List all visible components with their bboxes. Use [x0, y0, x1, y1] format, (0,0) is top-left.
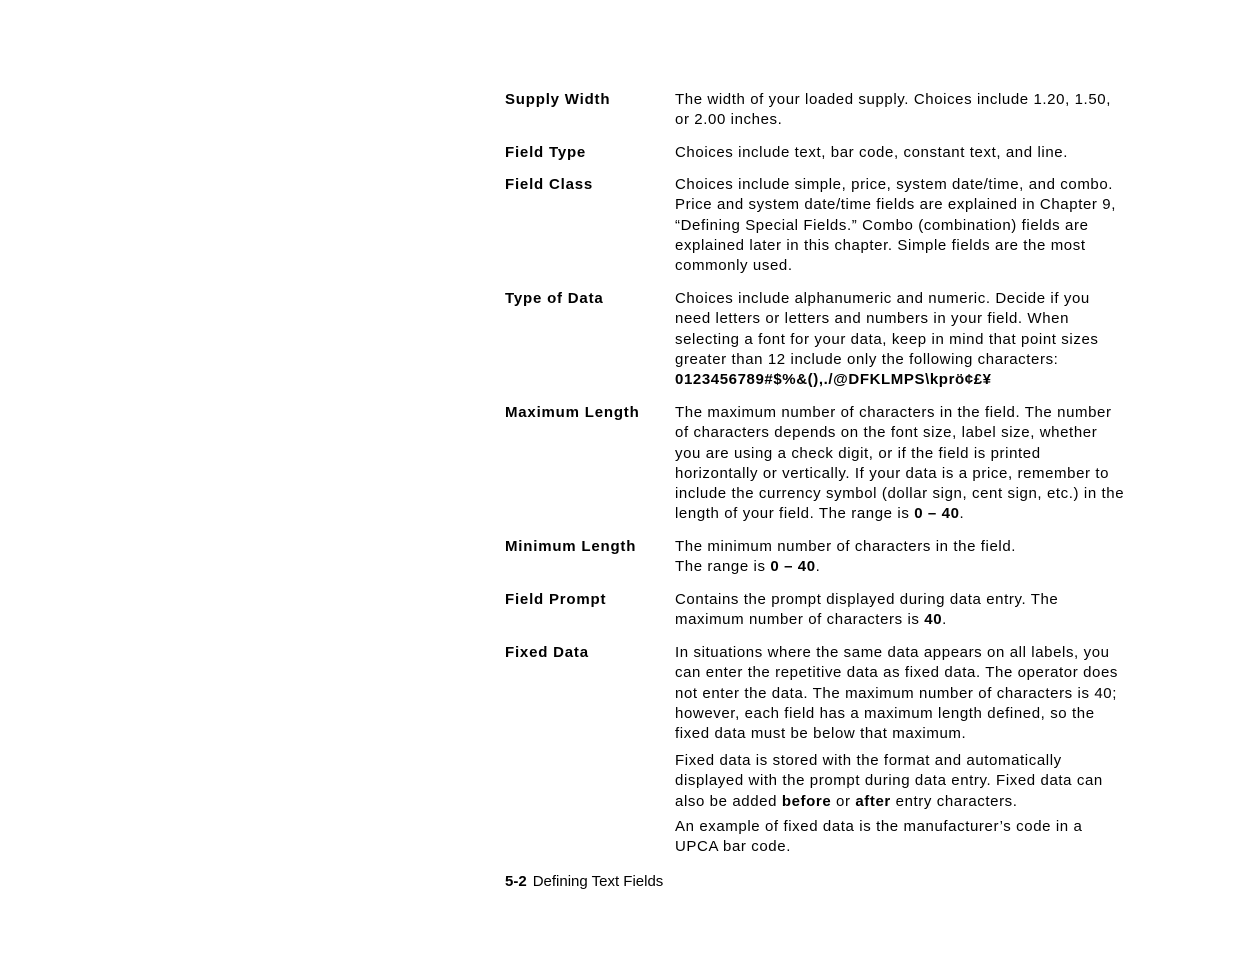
term-minimum-length: Minimum Length — [505, 538, 637, 555]
desc-fixed-data-para2 — [675, 751, 1185, 812]
desc-line: The maximum number of characters in the field. The number — [675, 404, 1112, 421]
desc-fixed-data-para3 — [675, 817, 1185, 858]
desc-minimum-length — [675, 537, 1185, 578]
period: . — [959, 505, 965, 523]
desc-text: maximum number of characters is — [675, 611, 925, 629]
desc-line: Choices include simple, price, system date/time, and combo. — [675, 176, 1114, 193]
desc-line: The minimum number of characters in the field. — [675, 538, 1017, 555]
desc-fixed-data-para1 — [675, 643, 1185, 744]
range-value: 0 – 40 — [770, 558, 816, 576]
term-maximum-length: Maximum Length — [505, 404, 640, 421]
desc-supply-width — [675, 90, 1185, 131]
desc-line: need letters or letters and numbers in your field. When — [675, 310, 1070, 328]
max-characters-value: 40 — [924, 611, 943, 629]
page-number: 5-2 — [505, 873, 527, 890]
desc-text: length of your field. The range is — [675, 505, 915, 523]
term-type-of-data: Type of Data — [505, 290, 604, 307]
desc-line: greater than 12 include only the following characters: — [675, 350, 1059, 368]
desc-line: An example of fixed data is the manufacturer’s code in a — [675, 818, 1083, 835]
desc-line: you are using a check digit, or if the field is printed — [675, 444, 1041, 462]
term-field-prompt: Field Prompt — [505, 591, 607, 608]
desc-line: Fixed data is stored with the format and automatically — [675, 752, 1062, 769]
desc-line: horizontally or vertically. If your data is a price, remember to — [675, 464, 1110, 482]
emphasis-after: after — [855, 792, 891, 810]
desc-line: UPCA bar code. — [675, 838, 791, 856]
desc-line: In situations where the same data appears on all labels, you — [675, 644, 1110, 661]
desc-line — [675, 792, 1185, 812]
desc-line: Choices include alphanumeric and numeric. Decide if you — [675, 290, 1090, 307]
desc-field-type — [675, 143, 1185, 163]
term-field-type: Field Type — [505, 144, 587, 161]
desc-maximum-length — [675, 403, 1185, 525]
section-title: Defining Text Fields — [532, 873, 664, 890]
desc-type-of-data — [675, 289, 1185, 390]
character-set — [675, 370, 1185, 390]
desc-line: The width of your loaded supply. Choices include 1.20, 1.50, — [675, 91, 1111, 108]
term-field-class: Field Class — [505, 176, 593, 193]
desc-line — [675, 557, 1185, 577]
desc-line: displayed with the prompt during data entry. Fixed data can — [675, 772, 1103, 790]
desc-text: also be added — [675, 792, 782, 810]
page-footer — [505, 872, 663, 892]
desc-text: entry characters. — [890, 792, 1018, 810]
desc-line — [675, 610, 1185, 630]
period: . — [942, 611, 947, 629]
desc-line: commonly used. — [675, 257, 793, 275]
desc-line: “Defining Special Fields.” Combo (combination) fields are — [675, 216, 1089, 234]
desc-field-class — [675, 175, 1185, 276]
desc-line: can enter the repetitive data as fixed data. The operator does — [675, 664, 1119, 682]
desc-text: The range is — [675, 558, 771, 576]
desc-line: however, each field has a maximum length defined, so the — [675, 704, 1095, 722]
desc-line: or 2.00 inches. — [675, 111, 783, 129]
term-supply-width: Supply Width — [505, 91, 611, 108]
desc-line: selecting a font for your data, keep in mind that point sizes — [675, 330, 1099, 348]
desc-line: of characters depends on the font size, label size, whether — [675, 424, 1098, 442]
period: . — [815, 558, 821, 576]
desc-line: explained later in this chapter. Simple fields are the most — [675, 236, 1086, 254]
emphasis-before: before — [781, 792, 832, 810]
desc-line: not enter the data. The maximum number of characters is 40; — [675, 684, 1117, 702]
range-value: 0 – 40 — [914, 505, 960, 523]
desc-line: Price and system date/time fields are explained in Chapter 9, — [675, 196, 1116, 214]
term-fixed-data: Fixed Data — [505, 644, 589, 661]
desc-line: fixed data must be below that maximum. — [675, 725, 967, 743]
desc-line: include the currency symbol (dollar sign, cent sign, etc.) in the — [675, 485, 1125, 503]
desc-line: Contains the prompt displayed during data entry. The — [675, 591, 1059, 608]
desc-field-prompt — [675, 590, 1185, 631]
desc-line: Choices include text, bar code, constant text, and line. — [675, 144, 1068, 161]
character-set-value: 0123456789#$%&(),./@DFKLMPS\kprö¢£¥ — [675, 371, 992, 389]
desc-line — [675, 504, 1185, 524]
desc-text: or — [831, 792, 856, 810]
